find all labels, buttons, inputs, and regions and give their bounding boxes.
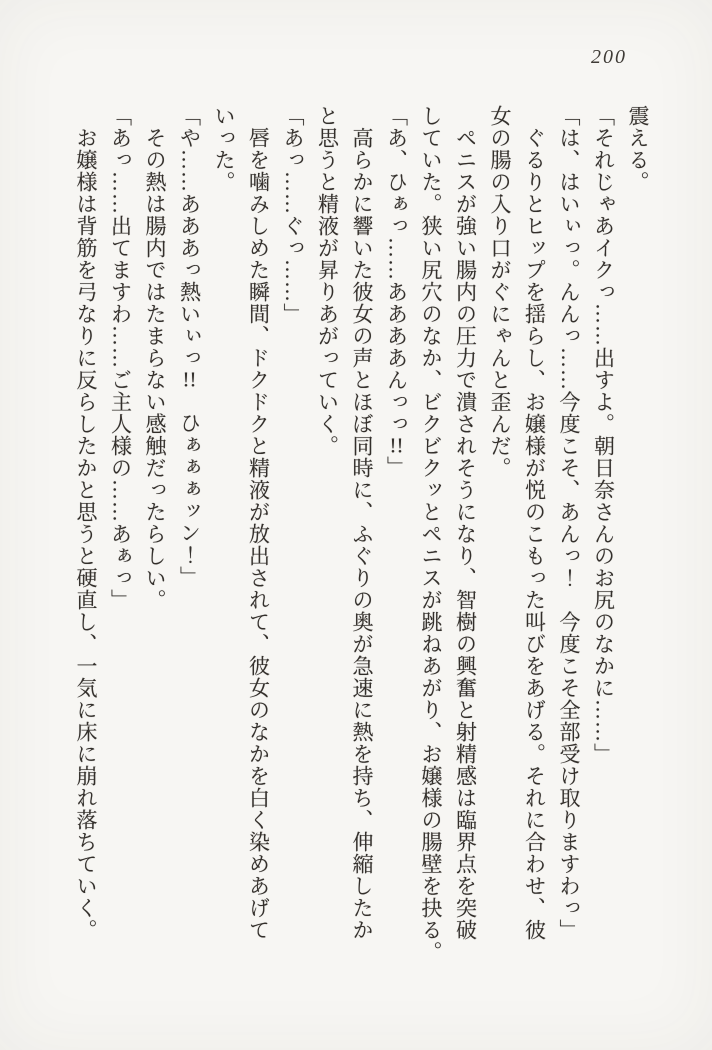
text-column: と思うと精液が昇りあがっていく。 [315,105,340,457]
text-column: 「あ、ひぁっ……ああああんっっ!!」 [384,105,409,478]
text-column: 高らかに響いた彼女の声とほぼ同時に、ふぐりの奥が急速に熱を持ち、伸縮したか [350,105,374,941]
narration-paragraph [414,105,483,985]
text-column: ペニスが強い腸内の圧力で潰されそうになり、智樹の興奮と射精感は臨界点を突破 [453,105,478,941]
dialogue-paragraph [552,105,587,985]
narration-paragraph [621,105,656,985]
narration-paragraph [207,105,276,985]
text-column: 「は、はいぃっ。んんっ……今度こそ、あんっ！ 今度こそ全部受け取りますわっ」 [557,105,581,941]
text-column: その熱は腸内ではたまらない感触だったらしい。 [143,105,167,611]
narration-paragraph [138,105,173,985]
tatechuyoko-exclamation: !! [389,435,404,456]
text-column: ぐるりとヒップを揺らし、お嬢様が悦のこもった叫びをあげる。それに合わせ、彼 [522,105,547,941]
text-column: 「あっ……出てますわ……ご主人様の……あぁっ」 [108,105,133,611]
narration-paragraph [483,105,552,985]
dialogue-paragraph [103,105,138,985]
dialogue-paragraph [586,105,621,985]
dialogue-paragraph [172,105,207,985]
page-number: 200 [591,46,627,68]
text-column: お嬢様は背筋を弓なりに反らしたかと思うと硬直し、一気に床に崩れ落ちていく。 [74,105,98,941]
text-column: 「あっ……ぐっ……」 [281,105,305,325]
text-column: 唇を噛みしめた瞬間、ドクドクと精液が放出されて、彼女のなかを白く染めあげて [246,105,271,941]
narration-paragraph [310,105,379,985]
page-text [69,105,656,985]
narration-paragraph [69,105,104,985]
text-column: いった。 [212,105,236,193]
text-column: 「それじゃあイクっ……出すよ。朝日奈さんのお尻のなかに……」 [591,105,616,765]
text-column: 震える。 [626,105,650,193]
text-column: していた。狭い尻穴のなか、ビクビクッとペニスが跳ねあがり、お嬢様の腸壁を抉る。 [419,105,443,963]
dialogue-paragraph [276,105,311,985]
text-column: 「や……あああっ熱いぃっ!! ひぁぁぁッン！」 [177,105,202,588]
dialogue-paragraph [379,105,414,985]
tatechuyoko-exclamation: !! [182,369,197,390]
text-column: 女の腸の入り口がぐにゃんと歪んだ。 [488,105,512,479]
